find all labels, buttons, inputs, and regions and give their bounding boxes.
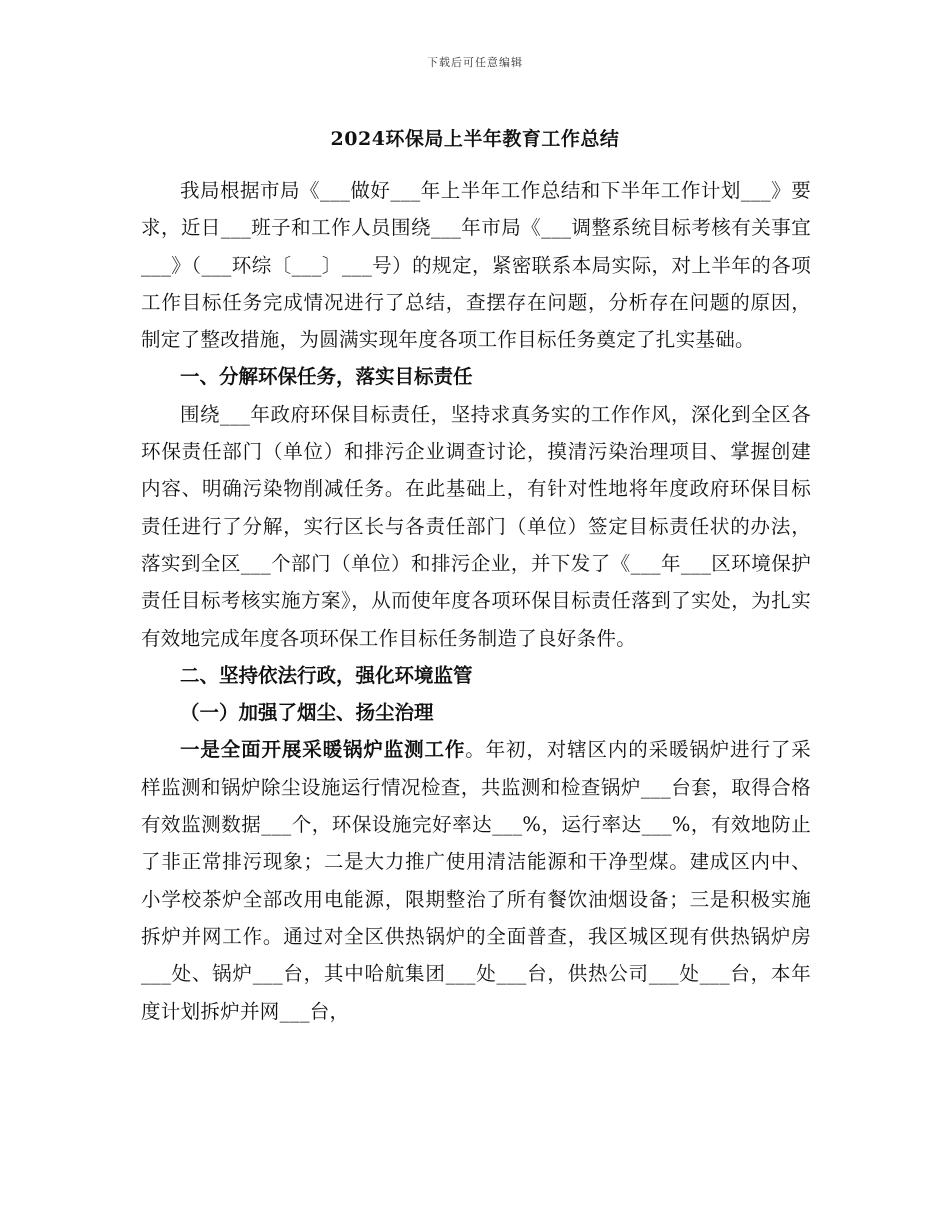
header-note: 下载后可任意编辑 (427, 56, 523, 69)
section-1-paragraph: 围绕___年政府环保目标责任，坚持求真务实的工作作风，深化到全区各环保责任部门（单位）和排污企业调查讨论，摸清污染治理项目、掌握创建内容、明确污染物削减任务。在此基础上，有针对性地将年度政府环保目标责任进行了分解，实行区长与各责任部门（单位）签定目标责任状的办法，落实到全区___个部门（单位）和排污企业，并下发了《___年___区环境保护责任目标考核实施方案》，从而使年度各项环保目标责任落到了实处，为扎实有效地完成年度各项环保工作目标任务制造了良好条件。 (141, 402, 811, 650)
section-2-lead: 一是全面开展采暖锅炉监测工作 (180, 738, 466, 762)
section-1-heading: 一、分解环保任务，落实目标责任 (180, 365, 473, 389)
intro-paragraph: 我局根据市局《___做好___年上半年工作总结和下半年工作计划___》要求，近日___班子和工作人员围绕___年市局《___调整系统目标考核有关事宜___》（___环综〔___〕___号）的规定，紧密联系本局实际，对上半年的各项工作目标任务完成情况进行了总结，查摆存在问题，分析存在问题的原因，制定了整改措施，为圆满实现年度各项工作目标任务奠定了扎实基础。 (141, 179, 811, 352)
document-title: 2024环保局上半年教育工作总结 (330, 128, 620, 150)
section-2-subheading: （一）加强了烟尘、扬尘治理 (180, 701, 434, 725)
section-2-heading: 二、坚持依法行政，强化环境监管 (180, 663, 473, 687)
document-body (141, 172, 811, 1030)
section-2-text: 。年初，对辖区内的采暖锅炉进行了采样监测和锅炉除尘设施运行情况检查，共监测和检查锅炉___台套，取得合格有效监测数据___个，环保设施完好率达___%，运行率达___%，有效地防止了非正常排污现象；二是大力推广使用清洁能源和干净型煤。建成区内中、小学校茶炉全部改用电能源，限期整治了所有餐饮油烟设备；三是积极实施拆炉并网工作。通过对全区供热锅炉的全面普查，我区城区现有供热锅炉房___处、锅炉___台，其中哈航集团___处___台，供热公司___处___台，本年度计划拆炉并网___台， (141, 738, 812, 1023)
section-2-paragraph (141, 731, 811, 1029)
